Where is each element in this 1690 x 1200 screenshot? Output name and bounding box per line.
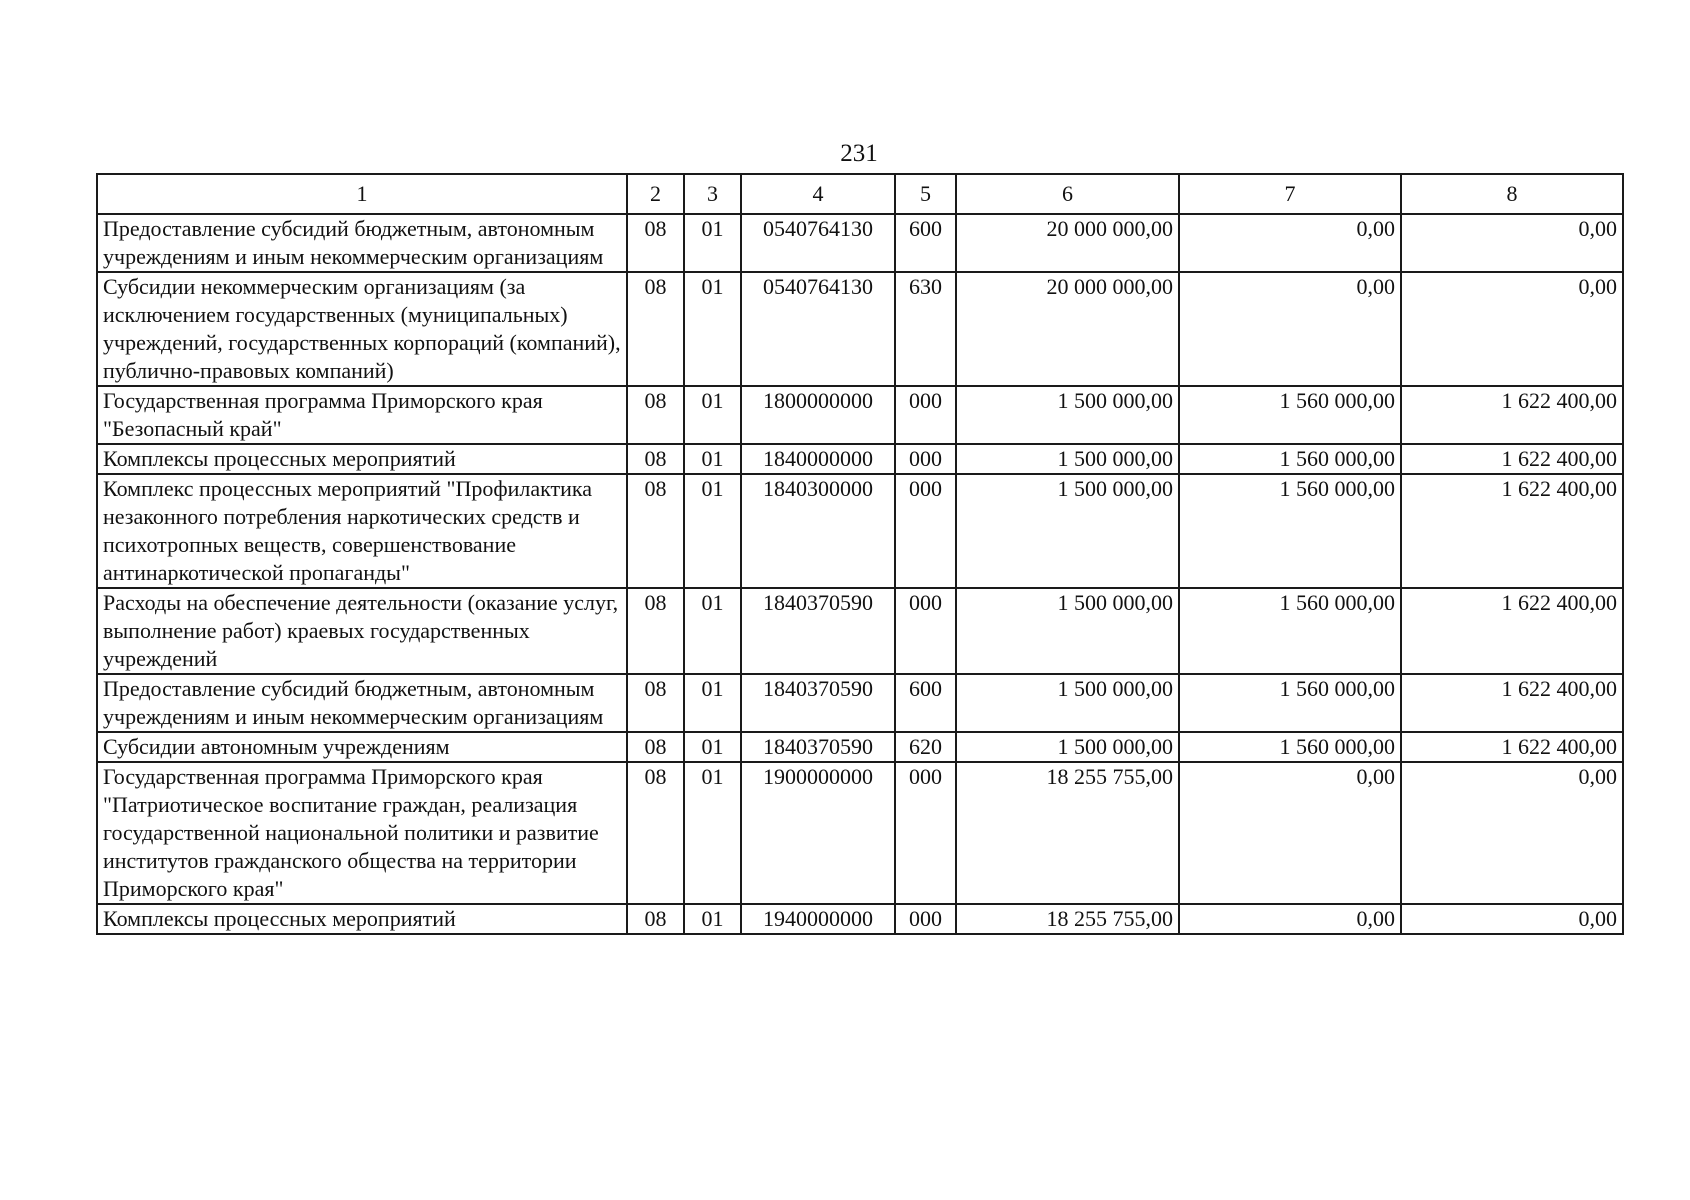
row-name: Субсидии некоммерческим организациям (за исключением государственных (муниципальных) учреждений, государственных корпораций (компаний), публично-правовых компаний) [97, 272, 627, 386]
amount-col7: 0,00 [1179, 762, 1401, 904]
target-article-code: 1800000000 [741, 386, 895, 444]
column-header: 8 [1401, 174, 1623, 214]
column-header: 1 [97, 174, 627, 214]
target-article-code: 1840370590 [741, 674, 895, 732]
section-code: 08 [627, 474, 684, 588]
section-code: 08 [627, 674, 684, 732]
subsection-code: 01 [684, 674, 741, 732]
row-name: Комплексы процессных мероприятий [97, 444, 627, 474]
row-name: Предоставление субсидий бюджетным, автономным учреждениям и иным некоммерческим организациям [97, 674, 627, 732]
expense-type-code: 620 [895, 732, 956, 762]
amount-col6: 1 500 000,00 [956, 732, 1179, 762]
amount-col6: 20 000 000,00 [956, 272, 1179, 386]
subsection-code: 01 [684, 762, 741, 904]
table-row [97, 674, 1623, 732]
amount-col7: 0,00 [1179, 214, 1401, 272]
page-number: 231 [840, 140, 878, 167]
section-code: 08 [627, 444, 684, 474]
column-header: 3 [684, 174, 741, 214]
section-code: 08 [627, 732, 684, 762]
amount-col7: 0,00 [1179, 272, 1401, 386]
expense-type-code: 000 [895, 588, 956, 674]
row-name: Расходы на обеспечение деятельности (оказание услуг, выполнение работ) краевых государственных учреждений [97, 588, 627, 674]
amount-col8: 0,00 [1401, 904, 1623, 934]
amount-col7: 1 560 000,00 [1179, 732, 1401, 762]
table-row [97, 474, 1623, 588]
table-row [97, 762, 1623, 904]
amount-col7: 1 560 000,00 [1179, 474, 1401, 588]
amount-col7: 1 560 000,00 [1179, 674, 1401, 732]
table-row [97, 386, 1623, 444]
expense-type-code: 000 [895, 386, 956, 444]
row-name: Субсидии автономным учреждениям [97, 732, 627, 762]
expense-type-code: 000 [895, 904, 956, 934]
column-header: 2 [627, 174, 684, 214]
target-article-code: 0540764130 [741, 214, 895, 272]
amount-col8: 1 622 400,00 [1401, 674, 1623, 732]
row-name: Комплекс процессных мероприятий "Профилактика незаконного потребления наркотических средств и психотропных веществ, совершенствование антинаркотической пропаганды" [97, 474, 627, 588]
row-name: Предоставление субсидий бюджетным, автономным учреждениям и иным некоммерческим организациям [97, 214, 627, 272]
amount-col8: 0,00 [1401, 272, 1623, 386]
amount-col7: 0,00 [1179, 904, 1401, 934]
subsection-code: 01 [684, 474, 741, 588]
expense-type-code: 630 [895, 272, 956, 386]
row-name: Государственная программа Приморского края "Патриотическое воспитание граждан, реализация государственной национальной политики и развитие институтов гражданского общества на территории Приморского края" [97, 762, 627, 904]
subsection-code: 01 [684, 904, 741, 934]
amount-col7: 1 560 000,00 [1179, 444, 1401, 474]
expense-type-code: 000 [895, 444, 956, 474]
expense-type-code: 000 [895, 762, 956, 904]
amount-col6: 18 255 755,00 [956, 762, 1179, 904]
subsection-code: 01 [684, 444, 741, 474]
target-article-code: 1840370590 [741, 588, 895, 674]
amount-col8: 1 622 400,00 [1401, 444, 1623, 474]
amount-col6: 1 500 000,00 [956, 474, 1179, 588]
section-code: 08 [627, 272, 684, 386]
expense-type-code: 600 [895, 214, 956, 272]
amount-col8: 1 622 400,00 [1401, 386, 1623, 444]
target-article-code: 1840370590 [741, 732, 895, 762]
section-code: 08 [627, 762, 684, 904]
table-row [97, 904, 1623, 934]
amount-col6: 1 500 000,00 [956, 386, 1179, 444]
header-row [97, 174, 1623, 214]
target-article-code: 1940000000 [741, 904, 895, 934]
column-header: 5 [895, 174, 956, 214]
table-row [97, 444, 1623, 474]
amount-col8: 1 622 400,00 [1401, 588, 1623, 674]
amount-col7: 1 560 000,00 [1179, 386, 1401, 444]
amount-col6: 20 000 000,00 [956, 214, 1179, 272]
amount-col6: 1 500 000,00 [956, 444, 1179, 474]
section-code: 08 [627, 904, 684, 934]
section-code: 08 [627, 214, 684, 272]
row-name: Комплексы процессных мероприятий [97, 904, 627, 934]
expense-type-code: 600 [895, 674, 956, 732]
amount-col8: 1 622 400,00 [1401, 474, 1623, 588]
expense-type-code: 000 [895, 474, 956, 588]
subsection-code: 01 [684, 732, 741, 762]
subsection-code: 01 [684, 272, 741, 386]
table-row [97, 588, 1623, 674]
target-article-code: 1840000000 [741, 444, 895, 474]
subsection-code: 01 [684, 214, 741, 272]
budget-table [96, 173, 1624, 935]
amount-col6: 18 255 755,00 [956, 904, 1179, 934]
table-row [97, 732, 1623, 762]
amount-col6: 1 500 000,00 [956, 674, 1179, 732]
subsection-code: 01 [684, 588, 741, 674]
target-article-code: 0540764130 [741, 272, 895, 386]
amount-col8: 0,00 [1401, 762, 1623, 904]
table-row [97, 272, 1623, 386]
subsection-code: 01 [684, 386, 741, 444]
amount-col8: 0,00 [1401, 214, 1623, 272]
amount-col7: 1 560 000,00 [1179, 588, 1401, 674]
table-row [97, 214, 1623, 272]
amount-col8: 1 622 400,00 [1401, 732, 1623, 762]
column-header: 6 [956, 174, 1179, 214]
section-code: 08 [627, 386, 684, 444]
row-name: Государственная программа Приморского края "Безопасный край" [97, 386, 627, 444]
amount-col6: 1 500 000,00 [956, 588, 1179, 674]
column-header: 7 [1179, 174, 1401, 214]
target-article-code: 1840300000 [741, 474, 895, 588]
section-code: 08 [627, 588, 684, 674]
column-header: 4 [741, 174, 895, 214]
target-article-code: 1900000000 [741, 762, 895, 904]
